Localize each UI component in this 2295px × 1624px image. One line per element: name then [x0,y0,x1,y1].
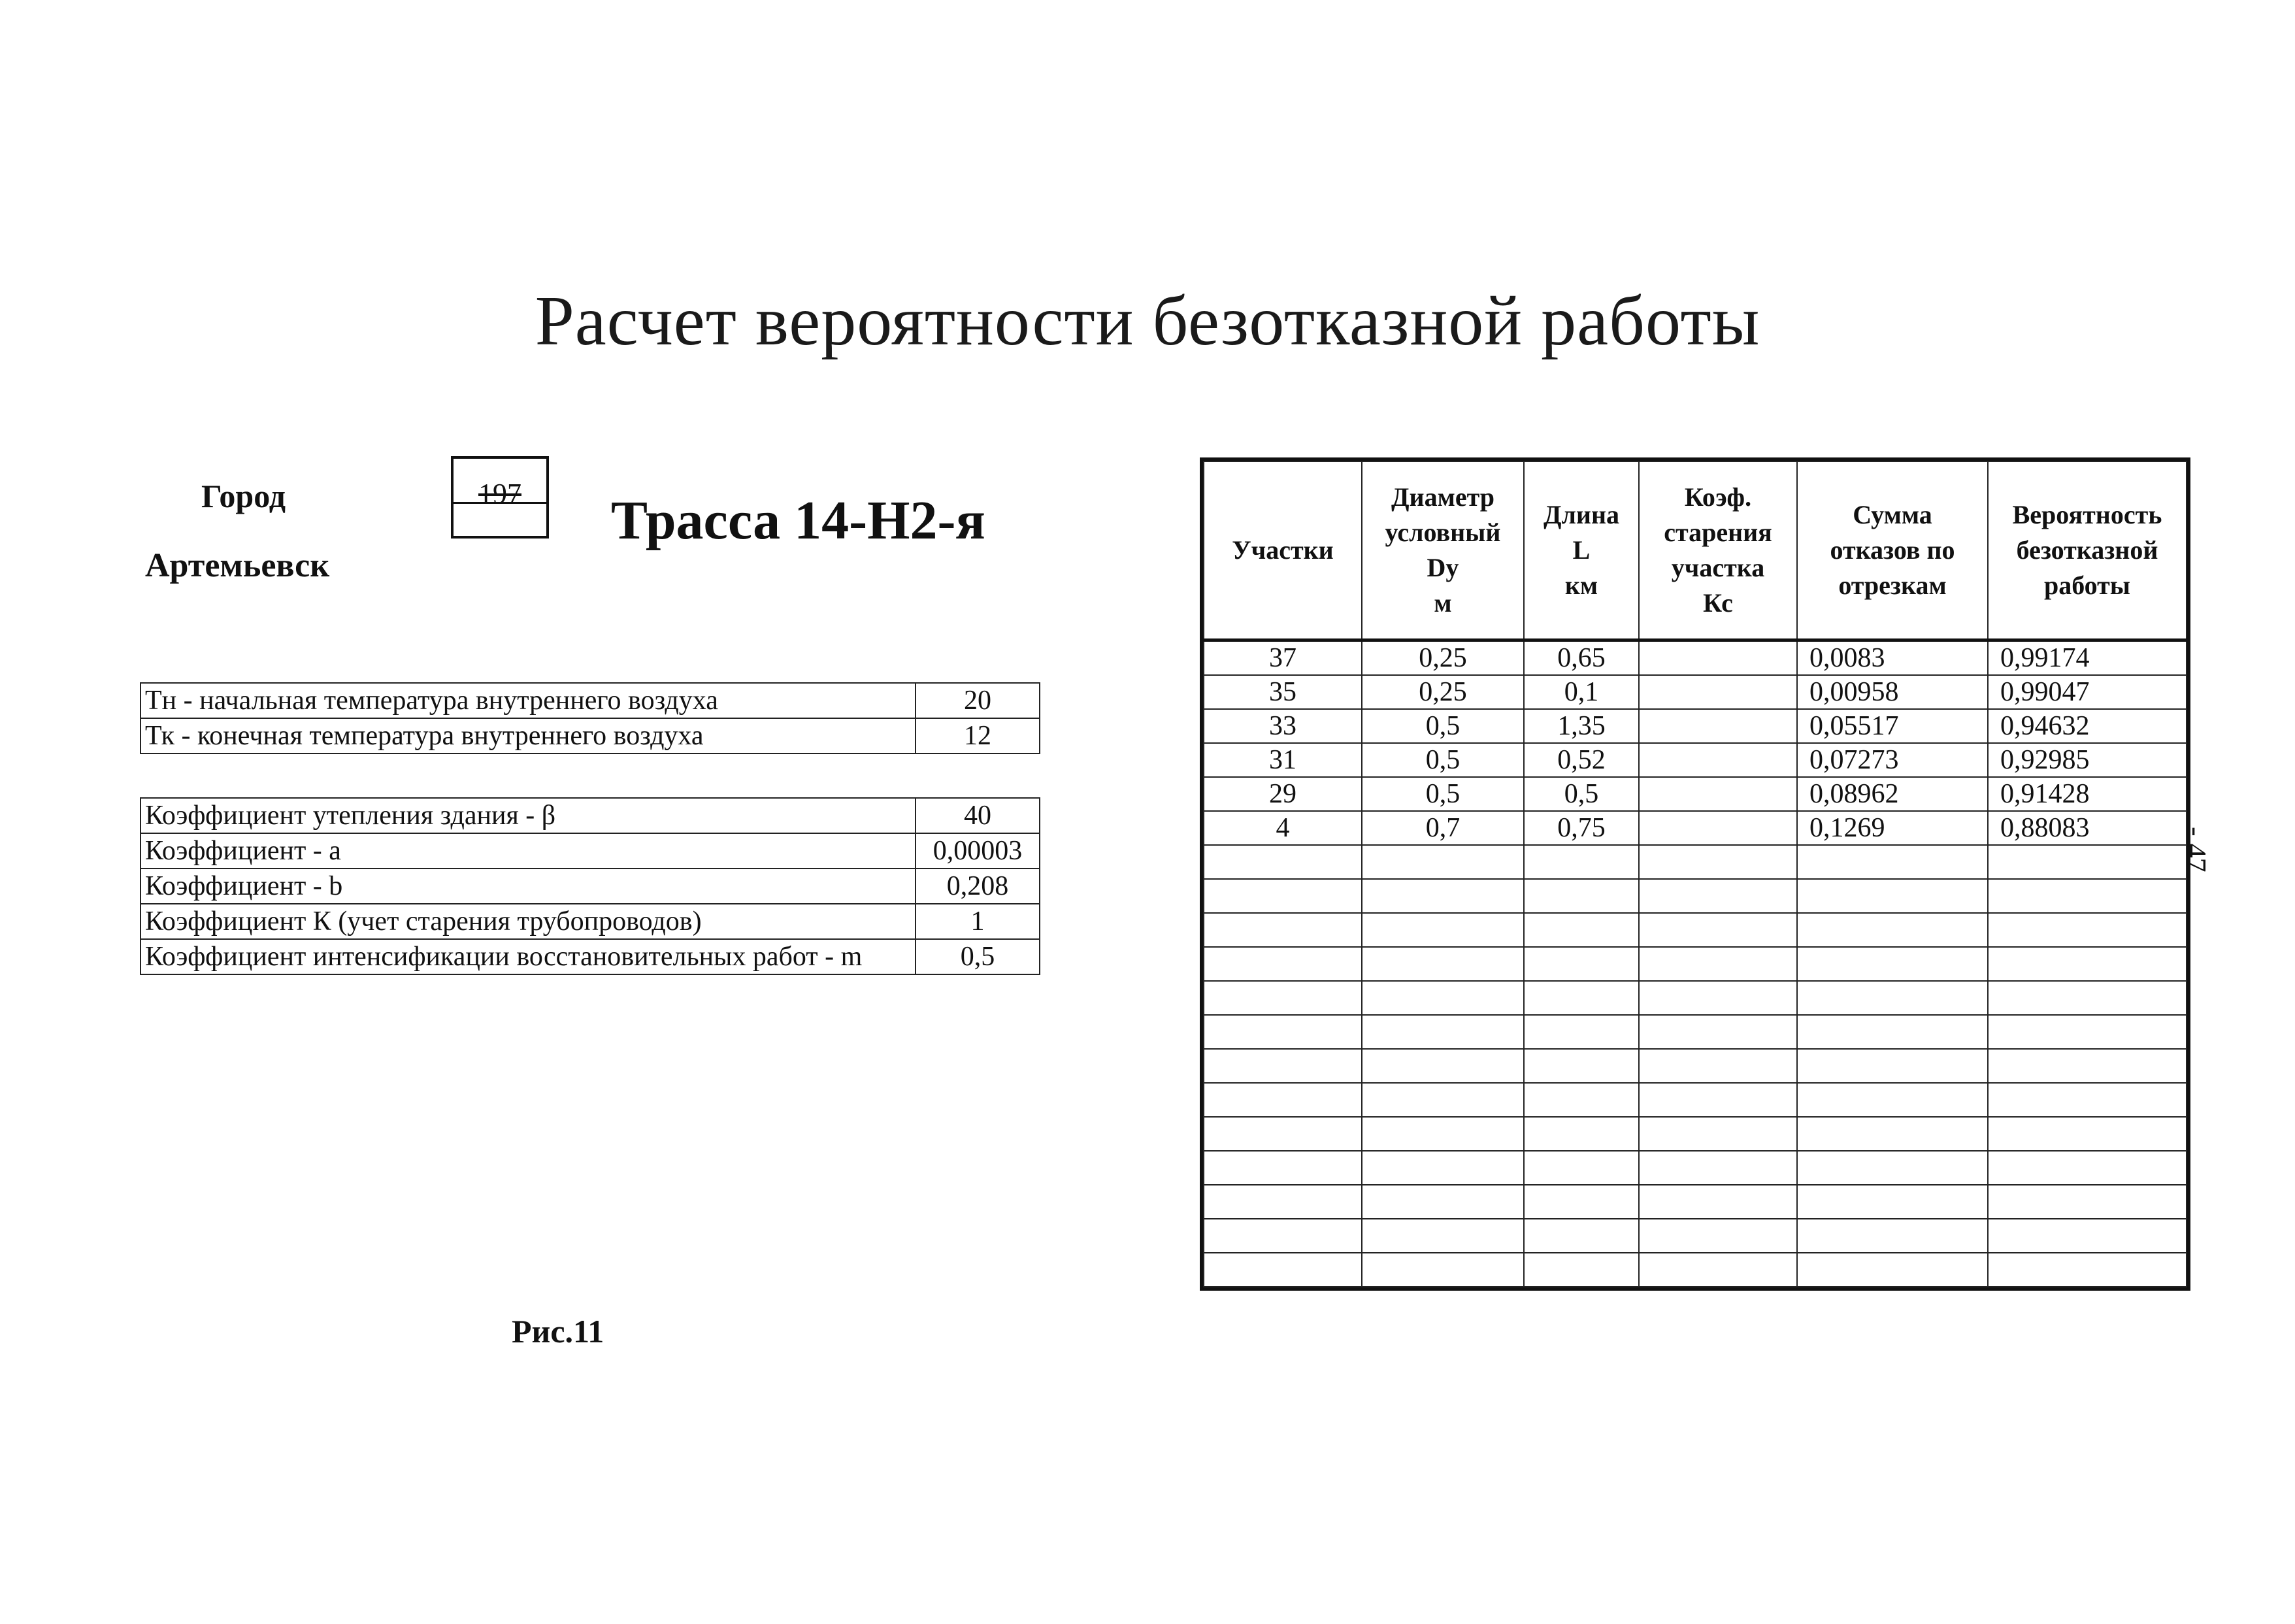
length-cell: 0,65 [1524,640,1639,676]
coefficient-label: Коэффициент - а [140,833,916,869]
length-cell: 0,75 [1524,811,1639,845]
table-row [1204,947,2187,981]
length-cell [1524,1083,1639,1117]
coefficient-label: Коэффициент утепления здания - β [140,798,916,833]
stamp-box [451,456,549,539]
table-row [1204,675,2187,709]
table-row [1204,709,2187,743]
table-row [140,833,1040,869]
length-cell: 0,52 [1524,743,1639,777]
length-cell [1524,947,1639,981]
header-line: Сумма [1853,500,1932,529]
length-cell [1524,1253,1639,1287]
table-row [140,869,1040,904]
aging-coefficient-cell [1639,1015,1797,1049]
length-cell [1524,913,1639,947]
diameter-cell [1362,1219,1524,1253]
failure-sum-cell [1797,845,1988,879]
section-cell [1204,1049,1362,1083]
diameter-cell [1362,845,1524,879]
coefficient-value: 0,208 [916,869,1040,904]
table-row [1204,1117,2187,1151]
section-cell [1204,947,1362,981]
route-title: Трасса 14-Н2-я [611,490,985,551]
section-cell: 29 [1204,777,1362,811]
length-cell [1524,1151,1639,1185]
length-cell: 0,1 [1524,675,1639,709]
table-row [1204,1049,2187,1083]
failure-sum-cell: 0,00958 [1797,675,1988,709]
page-title: Расчет вероятности безотказной работы [535,282,1760,360]
failure-sum-cell: 0,05517 [1797,709,1988,743]
table-row [1204,879,2187,913]
reliability-cell: 0,92985 [1988,743,2187,777]
failure-sum-cell [1797,1185,1988,1219]
temperature-value: 20 [916,683,1040,718]
reliability-cell: 0,99174 [1988,640,2187,676]
reliability-cell [1988,981,2187,1015]
header-line: м [1434,588,1452,618]
column-header-sections [1204,461,1362,640]
aging-coefficient-cell [1639,1117,1797,1151]
table-header-row [1204,461,2187,640]
stamp-number: 197 [478,478,521,510]
temperature-label: Тн - начальная температура внутреннего воздуха [140,683,916,718]
failure-sum-cell [1797,1151,1988,1185]
failure-sum-cell [1797,947,1988,981]
temperature-table [140,682,1040,754]
section-cell [1204,1083,1362,1117]
failure-sum-cell: 0,1269 [1797,811,1988,845]
header-line: отрезкам [1838,571,1947,600]
length-cell: 0,5 [1524,777,1639,811]
diameter-cell: 0,5 [1362,709,1524,743]
diameter-cell: 0,25 [1362,640,1524,676]
diameter-cell [1362,981,1524,1015]
table-row [1204,811,2187,845]
reliability-cell [1988,1253,2187,1287]
table-row [1204,640,2187,676]
diameter-cell [1362,1015,1524,1049]
section-cell: 35 [1204,675,1362,709]
table-row [1204,777,2187,811]
temperature-value: 12 [916,718,1040,754]
reliability-cell: 0,94632 [1988,709,2187,743]
diameter-cell: 0,5 [1362,743,1524,777]
table-row [140,718,1040,754]
failure-sum-cell [1797,1219,1988,1253]
aging-coefficient-cell [1639,845,1797,879]
coefficient-value: 0,00003 [916,833,1040,869]
aging-coefficient-cell [1639,743,1797,777]
table-row [1204,1253,2187,1287]
section-cell [1204,1117,1362,1151]
table-row [1204,981,2187,1015]
header-line: Участки [1232,535,1334,565]
header-line: отказов по [1830,535,1955,565]
header-line: Коэф. [1684,482,1752,512]
reliability-cell: 0,91428 [1988,777,2187,811]
aging-coefficient-cell [1639,811,1797,845]
city-name: Артемьевск [145,547,330,584]
reliability-cell [1988,1083,2187,1117]
column-header-length [1524,461,1639,640]
column-header-failure-sum [1797,461,1988,640]
header-line: Кс [1703,588,1733,618]
section-cell: 31 [1204,743,1362,777]
failure-sum-cell [1797,913,1988,947]
reliability-cell [1988,1049,2187,1083]
reliability-cell [1988,879,2187,913]
header-line: Dу [1427,553,1459,582]
reliability-cell [1988,1117,2187,1151]
calculation-table [1203,461,2187,1287]
aging-coefficient-cell [1639,1185,1797,1219]
diameter-cell [1362,1049,1524,1083]
failure-sum-cell [1797,1253,1988,1287]
section-cell [1204,845,1362,879]
aging-coefficient-cell [1639,879,1797,913]
table-row [1204,1219,2187,1253]
aging-coefficient-cell [1639,777,1797,811]
table-row [140,904,1040,939]
reliability-cell [1988,845,2187,879]
coefficient-label: Коэффициент К (учет старения трубопроводов) [140,904,916,939]
length-cell [1524,879,1639,913]
diameter-cell [1362,1117,1524,1151]
calculation-table-frame [1200,457,2190,1291]
section-cell [1204,1253,1362,1287]
calculation-table-body [1204,640,2187,1287]
failure-sum-cell: 0,07273 [1797,743,1988,777]
section-cell [1204,1219,1362,1253]
reliability-cell [1988,947,2187,981]
diameter-cell [1362,1151,1524,1185]
section-cell [1204,1185,1362,1219]
length-cell [1524,1219,1639,1253]
section-cell [1204,1015,1362,1049]
table-row [140,939,1040,974]
aging-coefficient-cell [1639,1151,1797,1185]
table-row [140,798,1040,833]
column-header-reliability [1988,461,2187,640]
table-row [1204,1083,2187,1117]
section-cell [1204,981,1362,1015]
table-row [1204,1151,2187,1185]
failure-sum-cell [1797,879,1988,913]
coefficients-table [140,797,1040,975]
section-cell [1204,913,1362,947]
section-cell: 33 [1204,709,1362,743]
reliability-cell [1988,913,2187,947]
aging-coefficient-cell [1639,913,1797,947]
failure-sum-cell [1797,1083,1988,1117]
coefficient-value: 1 [916,904,1040,939]
section-cell [1204,1151,1362,1185]
temperature-label: Тк - конечная температура внутреннего воздуха [140,718,916,754]
header-line: участка [1671,553,1765,582]
aging-coefficient-cell [1639,981,1797,1015]
city-label: Город [201,478,286,514]
header-line: Диаметр [1391,482,1494,512]
coefficient-value: 40 [916,798,1040,833]
failure-sum-cell [1797,981,1988,1015]
length-cell [1524,1049,1639,1083]
failure-sum-cell: 0,08962 [1797,777,1988,811]
header-line: Вероятность [2012,500,2162,529]
figure-caption: Рис.11 [512,1313,604,1350]
column-header-aging-coefficient [1639,461,1797,640]
column-header-diameter [1362,461,1524,640]
coefficient-value: 0,5 [916,939,1040,974]
length-cell: 1,35 [1524,709,1639,743]
diameter-cell [1362,1253,1524,1287]
aging-coefficient-cell [1639,947,1797,981]
header-line: L [1572,535,1591,565]
failure-sum-cell: 0,0083 [1797,640,1988,676]
table-row [140,683,1040,718]
length-cell [1524,1117,1639,1151]
diameter-cell: 0,25 [1362,675,1524,709]
aging-coefficient-cell [1639,640,1797,676]
reliability-cell [1988,1219,2187,1253]
reliability-cell: 0,99047 [1988,675,2187,709]
diameter-cell: 0,7 [1362,811,1524,845]
section-cell [1204,879,1362,913]
page-number: - 47 [2180,827,2212,872]
aging-coefficient-cell [1639,1219,1797,1253]
table-row [1204,1015,2187,1049]
table-row [1204,743,2187,777]
coefficient-label: Коэффициент интенсификации восстановительных работ - m [140,939,916,974]
length-cell [1524,1015,1639,1049]
aging-coefficient-cell [1639,709,1797,743]
table-row [1204,1185,2187,1219]
length-cell [1524,1185,1639,1219]
length-cell [1524,845,1639,879]
reliability-cell [1988,1151,2187,1185]
failure-sum-cell [1797,1015,1988,1049]
failure-sum-cell [1797,1049,1988,1083]
diameter-cell [1362,1083,1524,1117]
diameter-cell [1362,947,1524,981]
aging-coefficient-cell [1639,1049,1797,1083]
aging-coefficient-cell [1639,675,1797,709]
table-row [1204,913,2187,947]
header-line: работы [2043,571,2131,600]
reliability-cell [1988,1015,2187,1049]
diameter-cell: 0,5 [1362,777,1524,811]
header-line: Длина [1543,500,1620,529]
aging-coefficient-cell [1639,1083,1797,1117]
aging-coefficient-cell [1639,1253,1797,1287]
header-line: старения [1664,518,1772,547]
diameter-cell [1362,913,1524,947]
table-row [1204,845,2187,879]
header-line: км [1564,571,1598,600]
header-line: условный [1385,518,1501,547]
header-line: безотказной [2016,535,2158,565]
diameter-cell [1362,879,1524,913]
section-cell: 37 [1204,640,1362,676]
reliability-cell [1988,1185,2187,1219]
reliability-cell: 0,88083 [1988,811,2187,845]
diameter-cell [1362,1185,1524,1219]
failure-sum-cell [1797,1117,1988,1151]
length-cell [1524,981,1639,1015]
coefficient-label: Коэффициент - b [140,869,916,904]
section-cell: 4 [1204,811,1362,845]
